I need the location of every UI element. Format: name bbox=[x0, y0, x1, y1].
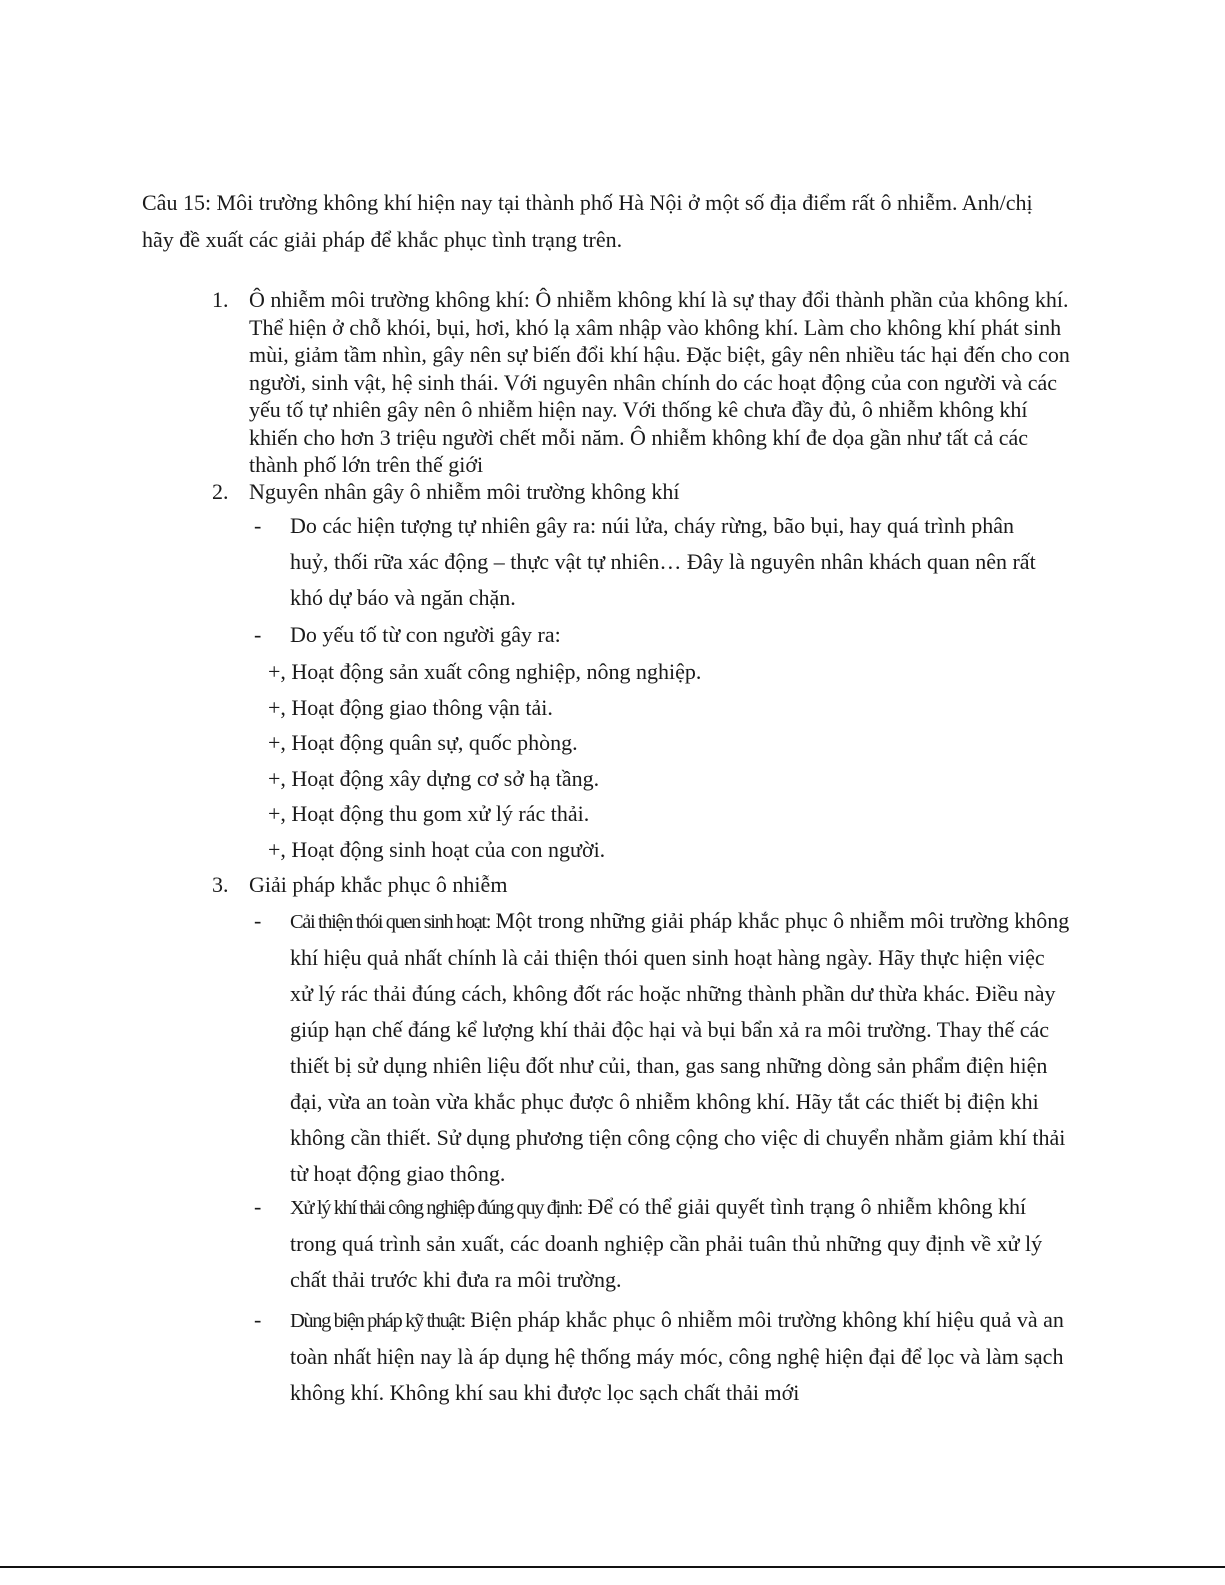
question-heading: Câu 15: Môi trường không khí hiện nay tại thành phố Hà Nội ở một số địa điểm rất ô nhiễm. Anh/chị hãy đề xuất các giải pháp để khắc phục tình trạng trên. bbox=[142, 190, 1033, 252]
list-item: +, Hoạt động giao thông vận tải. bbox=[268, 695, 553, 720]
bullet-dash: - bbox=[254, 622, 262, 647]
section-3-number: 3. bbox=[212, 872, 229, 897]
bullet-dash: - bbox=[254, 908, 262, 933]
section-3-title: Giải pháp khắc phục ô nhiễm bbox=[249, 872, 508, 897]
list-item: +, Hoạt động sản xuất công nghiệp, nông nghiệp. bbox=[268, 659, 702, 684]
bullet-dash: - bbox=[254, 1194, 262, 1219]
bullet-industrial bbox=[290, 1189, 1050, 1298]
bullet-lead: Xử lý khí thải công nghiệp đúng quy định: bbox=[290, 1197, 582, 1219]
bullet-text: Một trong những giải pháp khắc phục ô nhiễm môi trường không khí hiệu quả nhất chính là cải thiện thói quen sinh hoạt hàng ngày. Hãy thực hiện việc xử lý rác thải đúng cách, không đốt rác hoặc những thành phần dư thừa khác. Điều này giúp hạn chế đáng kể lượng khí thải độc hại và bụi bẩn xả ra môi trường. Thay thế các thiết bị sử dụng nhiên liệu đốt như củi, than, gas sang những dòng sản phẩm điện hiện đại, vừa an toàn vừa khắc phục được ô nhiễm không khí. Hãy tắt các thiết bị điện khi không cần thiết. Sử dụng phương tiện công cộng cho việc di chuyển nhằm giảm khí thải từ hoạt động giao thông. bbox=[290, 908, 1070, 1186]
bullet-lead: Cải thiện thói quen sinh hoạt: bbox=[290, 911, 490, 933]
bullet-habits bbox=[290, 903, 1070, 1192]
section-2-title: Nguyên nhân gây ô nhiễm môi trường không khí bbox=[249, 479, 680, 504]
bullet-dash: - bbox=[254, 513, 262, 538]
section-1-text: Ô nhiễm môi trường không khí: Ô nhiễm không khí là sự thay đổi thành phần của không khí. Thể hiện ở chỗ khói, bụi, hơi, khó lạ xâm nhập vào không khí. Làm cho không khí phát sinh mùi, giảm tầm nhìn, gây nên sự biến đổi khí hậu. Đặc biệt, gây nên nhiều tác hại đến cho con người, sinh vật, hệ sinh thái. Với nguyên nhân chính do các hoạt động của con người và các yếu tố tự nhiên gây nên ô nhiễm hiện nay. Với thống kê chưa đầy đủ, ô nhiễm không khí khiến cho hơn 3 triệu người chết mỗi năm. Ô nhiễm không khí đe dọa gần như tất cả các thành phố lớn trên thế giới bbox=[249, 287, 1070, 477]
bullet-text: Để có thể giải quyết tình trạng ô nhiễm không khí trong quá trình sản xuất, các doanh nghiệp cần phải tuân thủ những quy định về xử lý chất thải trước khi đưa ra môi trường. bbox=[290, 1194, 1043, 1292]
list-item: +, Hoạt động thu gom xử lý rác thải. bbox=[268, 801, 590, 826]
list-item: +, Hoạt động sinh hoạt của con người. bbox=[268, 837, 606, 862]
bullet-lead: Dùng biện pháp kỹ thuật: bbox=[290, 1310, 465, 1332]
bullet-human-causes: Do yếu tố từ con người gây ra: bbox=[290, 622, 561, 647]
bullet-natural-causes: Do các hiện tượng tự nhiên gây ra: núi lửa, cháy rừng, bão bụi, hay quá trình phân huỷ, thối rữa xác động – thực vật tự nhiên… Đây là nguyên nhân khách quan nên rất khó dự báo và ngăn chặn. bbox=[290, 513, 1036, 610]
bullet-technical bbox=[290, 1302, 1070, 1411]
section-1-number: 1. bbox=[212, 287, 229, 312]
page-bottom-rule bbox=[0, 1566, 1225, 1568]
section-2-number: 2. bbox=[212, 479, 229, 504]
bullet-text: Biện pháp khắc phục ô nhiễm môi trường không khí hiệu quả và an toàn nhất hiện nay là áp dụng hệ thống máy móc, công nghệ hiện đại để lọc và làm sạch không khí. Không khí sau khi được lọc sạch chất thải mới bbox=[290, 1307, 1064, 1405]
bullet-dash: - bbox=[254, 1307, 262, 1332]
list-item: +, Hoạt động xây dựng cơ sở hạ tầng. bbox=[268, 766, 600, 791]
list-item: +, Hoạt động quân sự, quốc phòng. bbox=[268, 730, 578, 755]
